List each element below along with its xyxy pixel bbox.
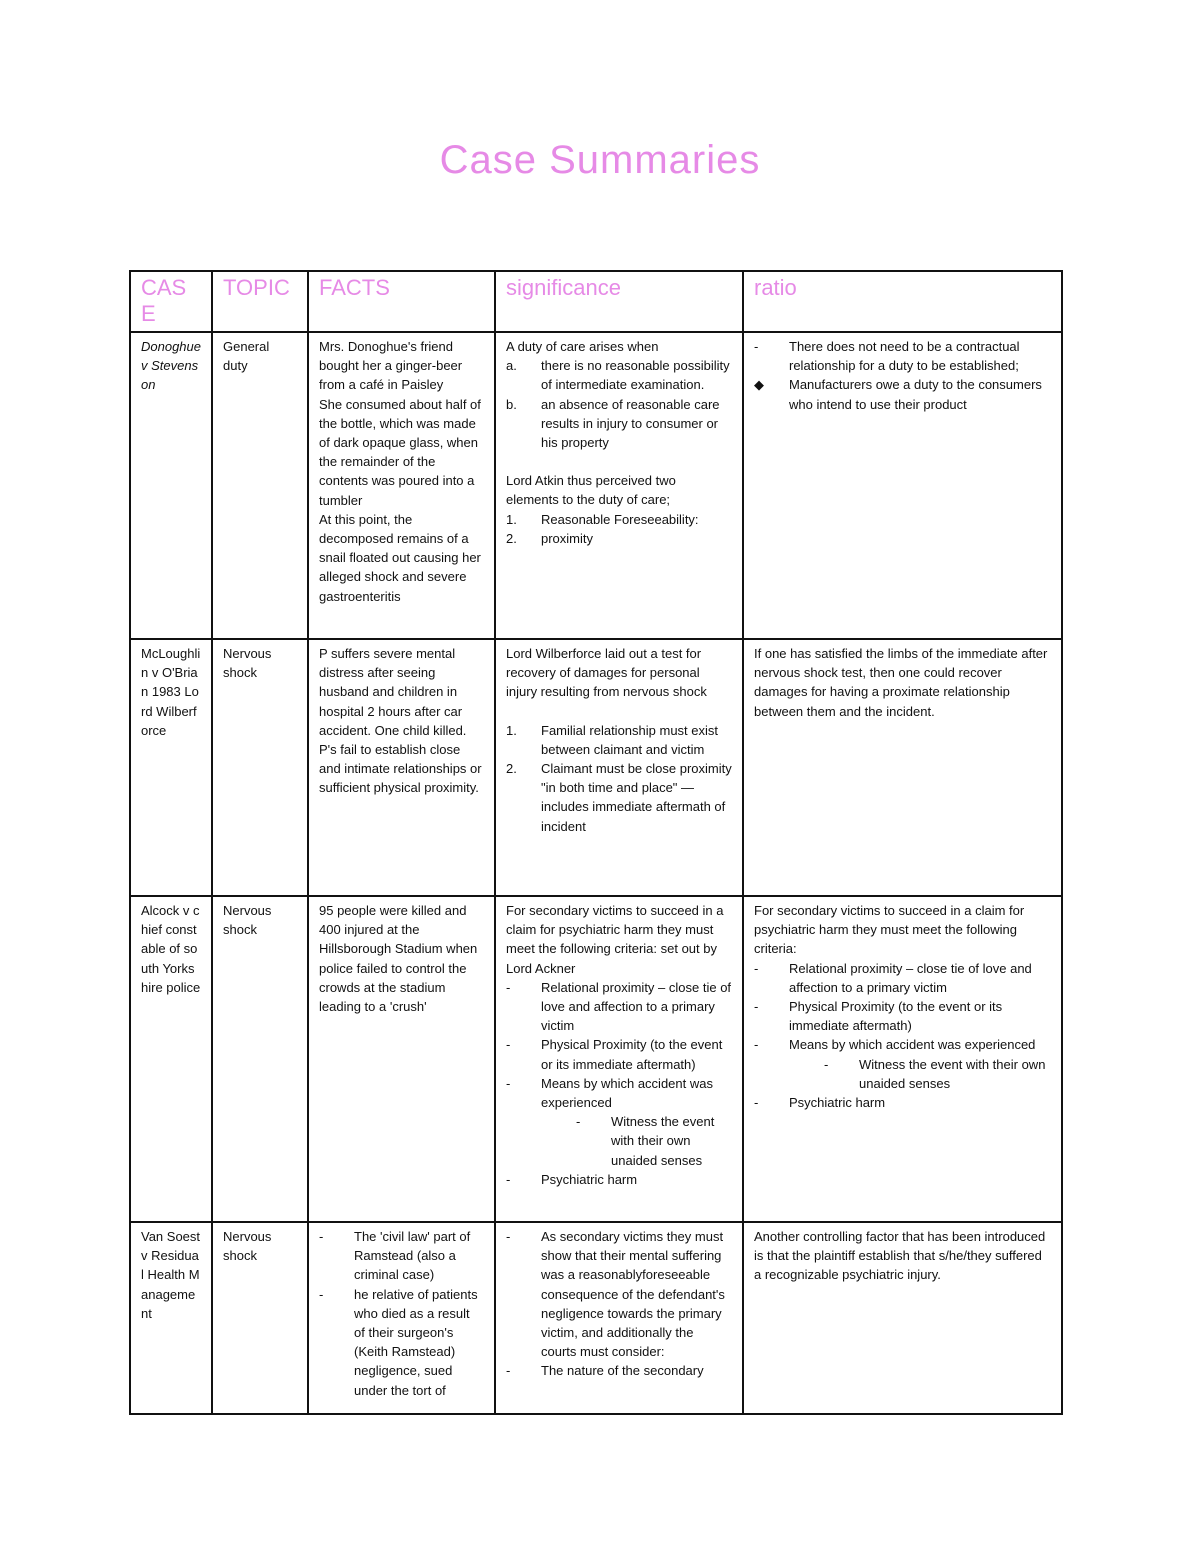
case-significance	[495, 332, 743, 639]
case-ratio	[743, 332, 1062, 639]
list-item: 1. Familial relationship must exist between claimant and victim	[506, 722, 719, 757]
list-item: - Physical Proximity (to the event or its immediate aftermath)	[506, 1037, 723, 1072]
list-item: - Witness the event with their own unaided senses	[576, 1114, 715, 1168]
significance-list	[506, 978, 732, 1189]
case-name: Van Soest v Residual Health Management	[130, 1222, 212, 1414]
list-item: ◆ Manufacturers owe a duty to the consumers who intend to use their product	[754, 377, 1042, 412]
list-item: a. there is no reasonable possibility of intermediate examination.	[506, 358, 730, 393]
list-item: - Physical Proximity (to the event or its immediate aftermath)	[754, 999, 1003, 1034]
case-ratio: If one has satisfied the limbs of the immediate after nervous shock test, then one could recover damages for having a proximate relationship between them and the incident.	[743, 639, 1062, 896]
fact-line: She consumed about half of the bottle, which was made of dark opaque glass, when the remainder of the contents was poured into a tumbler	[319, 396, 481, 508]
header-significance: significance	[495, 271, 743, 332]
facts-list	[319, 1227, 484, 1400]
case-facts	[308, 332, 495, 639]
list-item: - Relational proximity – close tie of love and affection to a primary victim	[506, 979, 732, 1034]
case-topic: Nervous shock	[212, 896, 308, 1222]
case-significance	[495, 1222, 743, 1414]
fact-line: Mrs. Donoghue's friend bought her a ginger-beer from a café in Paisley	[319, 339, 463, 393]
significance-paragraph: Lord Atkin thus perceived two elements to the duty of care;	[506, 473, 676, 508]
case-name: Alcock v chief constable of south Yorkshire police	[130, 896, 212, 1222]
header-row	[130, 271, 1062, 332]
list-item: - There does not need to be a contractual relationship for a duty to be established;	[754, 339, 1020, 374]
table-row	[130, 639, 1062, 896]
list-item: - The nature of the secondary	[506, 1363, 704, 1379]
table-row	[130, 1222, 1062, 1414]
table-row	[130, 332, 1062, 639]
list-item: 2. proximity	[506, 530, 594, 546]
ratio-intro: For secondary victims to succeed in a claim for psychiatric harm they must meet the following criteria:	[754, 903, 1025, 957]
list-item: 2. Claimant must be close proximity "in both time and place" —includes immediate aftermath of incident	[506, 761, 732, 834]
significance-list	[506, 1227, 732, 1381]
case-significance	[495, 639, 743, 896]
list-item: - Means by which accident was experienced - Witness the event with their own unaided senses	[754, 1035, 1051, 1093]
significance-list	[506, 721, 732, 836]
significance-list	[506, 510, 732, 548]
ratio-sublist	[789, 1055, 1051, 1093]
significance-sublist	[541, 1112, 732, 1170]
significance-intro: Lord Wilberforce laid out a test for recovery of damages for personal injury resulting from nervous shock	[506, 646, 707, 700]
case-facts: P suffers severe mental distress after seeing husband and children in hospital 2 hours after car accident. One child killed. P's fail to establish close and intimate relationships or sufficient physical proximity.	[308, 639, 495, 896]
significance-intro: A duty of care arises when	[506, 339, 659, 354]
table-row	[130, 896, 1062, 1222]
page-title: Case Summaries	[439, 138, 761, 182]
header-ratio: ratio	[743, 271, 1062, 332]
ratio-list	[754, 337, 1051, 414]
case-facts: 95 people were killed and 400 injured at the Hillsborough Stadium when police failed to control the crowds at the stadium leading to a 'crush'	[308, 896, 495, 1222]
case-topic: Nervous shock	[212, 1222, 308, 1414]
list-item: - As secondary victims they must show that their mental suffering was a reasonablyforeseeable consequence of the defendant's negligence towards the primary victim, and additionally the courts must consider:	[506, 1229, 725, 1360]
case-facts	[308, 1222, 495, 1414]
case-significance	[495, 896, 743, 1222]
case-name: Donoghue v Stevenson	[130, 332, 212, 639]
case-ratio	[743, 896, 1062, 1222]
list-item: 1. Reasonable Foreseeability:	[506, 511, 699, 527]
header-facts: FACTS	[308, 271, 495, 332]
list-item: - Psychiatric harm	[754, 1095, 886, 1111]
ratio-list	[754, 959, 1051, 1113]
significance-list	[506, 356, 732, 452]
case-ratio: Another controlling factor that has been introduced is that the plaintiff establish that s/he/they suffered a recognizable psychiatric injury.	[743, 1222, 1062, 1414]
case-summary-table	[129, 270, 1063, 1415]
significance-intro: For secondary victims to succeed in a claim for psychiatric harm they must meet the following criteria: set out by Lord Ackner	[506, 903, 724, 976]
header-topic: TOPIC	[212, 271, 308, 332]
list-item: - Means by which accident was experienced - Witness the event with their own unaided senses	[506, 1074, 732, 1170]
list-item: - Psychiatric harm	[506, 1171, 638, 1187]
list-item: - The 'civil law' part of Ramstead (also a criminal case)	[319, 1229, 471, 1283]
list-item: - Relational proximity – close tie of love and affection to a primary victim	[754, 960, 1032, 995]
header-case: CAS E	[130, 271, 212, 332]
fact-line: At this point, the decomposed remains of a snail floated out causing her alleged shock and severe gastroenteritis	[319, 511, 481, 604]
case-topic: Nervous shock	[212, 639, 308, 896]
case-topic: General duty	[212, 332, 308, 639]
list-item: - Witness the event with their own unaided senses	[824, 1056, 1046, 1091]
list-item: - he relative of patients who died as a result of their surgeon's (Keith Ramstead) negligence, sued under the tort of	[319, 1286, 478, 1398]
case-name: McLoughlin v O'Brian 1983 Lord Wilberforce	[130, 639, 212, 896]
list-item: b. an absence of reasonable care results in injury to consumer or his property	[506, 396, 720, 451]
